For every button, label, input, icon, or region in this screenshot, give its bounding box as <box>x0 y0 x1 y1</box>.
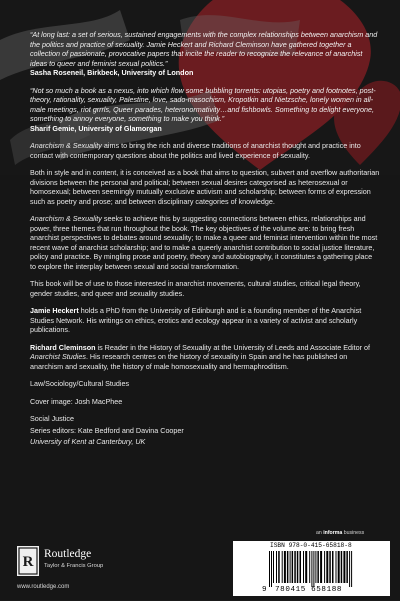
barcode-bar <box>290 551 291 583</box>
cover-credit: Cover image: Josh MacPhee <box>30 396 123 406</box>
barcode-bar <box>317 551 319 583</box>
endorsement-quote: “Not so much a book as a nexus, into which flow some bubbling torrents: utopias, poetry and footnotes, post-theory, rationality, sexuality, Palestine, love, sado-masochism, Kropotkin and Nietzsche, lonely women in all-male meetings, riot grrrls, Queer parades, heteronormativity…and fishbowls. Something to delight everyone, something to annoy everyone, something to make you think.” <box>30 85 376 123</box>
barcode-bar <box>271 551 272 587</box>
barcode-bar <box>332 551 334 583</box>
barcode-bar <box>351 551 352 587</box>
bio-text: is Reader in the History of Sexuality at the University of Leeds and Associate Editor of <box>95 342 370 352</box>
journal-title: Anarchist Studies <box>30 352 86 361</box>
publisher-website: www.routledge.com <box>17 584 70 590</box>
editor-bio <box>30 306 380 335</box>
barcode-bar <box>294 551 296 583</box>
barcode-bar <box>282 551 283 583</box>
barcode-bar <box>276 551 277 583</box>
informa-tagline: an informa business <box>316 530 365 536</box>
editor-name: Richard Cleminson <box>30 342 96 352</box>
book-title: Anarchism & Sexuality <box>30 141 102 150</box>
barcode-bar <box>341 551 343 583</box>
bio-text: holds a PhD from the University of Edinburgh and is a founding member of the Anarchist Studies Network. His writings on ethics, erotics and ecology appear in a variety of activist and scholarly publications. <box>30 306 362 334</box>
barcode-bar <box>326 551 328 583</box>
series-editors: Series editors: Kate Bedford and Davina Cooper <box>30 425 184 435</box>
editor-bio <box>30 343 380 372</box>
barcode-bar <box>346 551 348 583</box>
series-institution: University of Kent at Canterbury, UK <box>30 437 146 446</box>
barcode-bar <box>315 551 316 583</box>
barcode-bar <box>278 551 280 583</box>
description-text: seeks to achieve this by suggesting connections between ethics, relationships and power, three themes that run throughout the book. The key objectives of the volume are: to bring fresh anarchist perspectives to debates around sexuality; to make a queer and feminist intervention within the most recent wave of anarchist scholarship; and to make a queerly anarchist contribution to social justice literature, policy and practice. By mingling prose and poetry, theory and autobiography, it constitutes a gathering place to explore the interplay between sexual and social transformation. <box>30 214 378 271</box>
barcode-first-digit: 9 <box>262 586 267 594</box>
logo-letter: R <box>22 554 34 570</box>
audience-paragraph: This book will be of use to those interested in anarchist movements, cultural studies, critical legal theory, gender studies, and queer and sexuality studies. <box>30 279 361 298</box>
endorsement-author: Sasha Roseneil, Birkbeck, University of London <box>30 68 194 77</box>
barcode-bar <box>320 551 322 583</box>
description-paragraph <box>30 214 380 271</box>
publisher-group: Taylor & Francis Group <box>44 563 104 569</box>
editor-name: Jamie Heckert <box>30 306 79 315</box>
barcode-bar <box>338 551 340 583</box>
series-name: Social Justice <box>30 414 74 423</box>
description-paragraph <box>30 141 380 160</box>
endorsement-author: Sharif Gemie, University of Glamorgan <box>30 123 162 133</box>
bio-text: . His research centres on the history of sexuality in Spain and he has published on anarchism and sexuality, the history of male homosexuality and hermaphroditism. <box>30 352 348 371</box>
barcode-bar <box>273 551 274 583</box>
barcode-bar <box>324 551 325 583</box>
barcode-bar <box>287 551 289 583</box>
subject-category: Law/Sociology/Cultural Studies <box>30 379 130 388</box>
barcode-bar <box>313 551 314 587</box>
barcode-bar <box>329 551 331 583</box>
isbn-label: ISBN 978-0-415-65818-8 <box>270 542 352 549</box>
book-title: Anarchism & Sexuality <box>30 214 102 223</box>
barcode-bar <box>336 551 337 583</box>
barcode-bar <box>343 551 345 583</box>
barcode-digits: 780415 658188 <box>275 586 343 594</box>
barcode-bar <box>269 551 270 587</box>
barcode-bar <box>309 551 310 583</box>
routledge-logo-icon <box>17 546 39 576</box>
barcode-bar <box>292 551 294 583</box>
publisher-name: Routledge <box>44 548 92 560</box>
barcode-bar <box>305 551 307 583</box>
barcode-bar <box>300 551 302 583</box>
barcode-bar <box>303 551 304 583</box>
barcode-bar <box>311 551 312 587</box>
barcode-bar <box>297 551 299 583</box>
description-paragraph: Both in style and in content, it is conceived as a book that aims to question, subvert and overflow authoritarian divisions between the personal and political; between sexual desires categorised as heterosexual or homosexual; between seemingly mutually exclusive activism and scholarship; between forms of expression such as poetry and prose; and between disciplinary categories of knowledge. <box>30 168 380 206</box>
barcode-bar <box>284 551 286 583</box>
endorsement-quote: “At long last: a set of serious, sustained engagements with the complex relationships between anarchism and the politics and practice of sexuality. Jamie Heckert and Richard Cleminson have gathered together a collection of passionate, provocative papers that incite the reader to recognize the relevance of anarchist ideas to queer and feminist sexual politics.” <box>30 30 378 68</box>
barcode-bar <box>349 551 350 587</box>
description-text: aims to bring the rich and diverse traditions of anarchist thought and practice into contact with contemporary questions about the politics and lived experience of sexuality. <box>30 141 361 160</box>
